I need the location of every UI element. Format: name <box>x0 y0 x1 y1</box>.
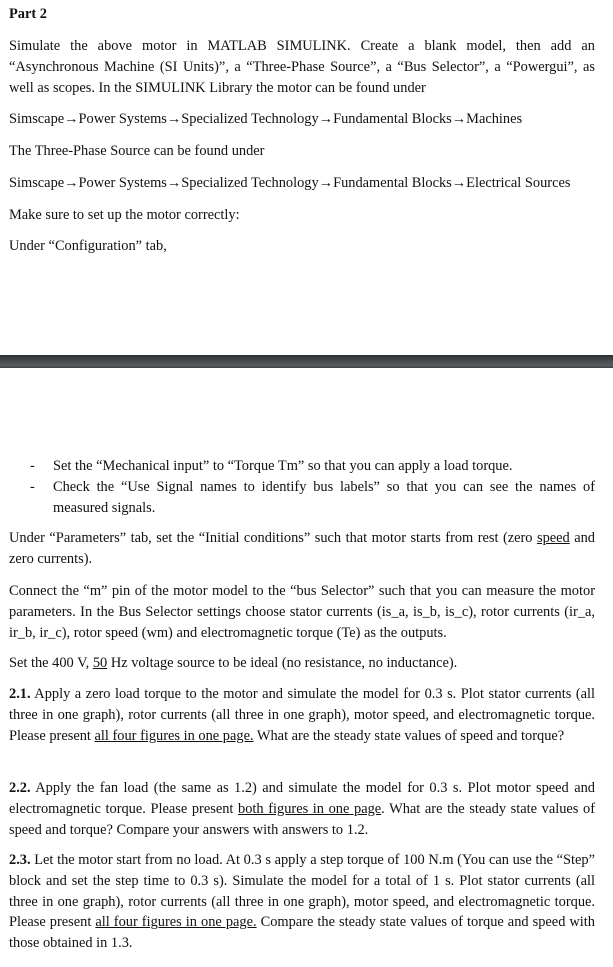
text: Set the 400 V, <box>9 655 93 671</box>
text: and zero currents). <box>9 530 595 567</box>
underlined-text: all four figures in one page. <box>95 914 257 931</box>
text: . What are the steady state values of speed and torque? Compare your answers with answers to 1.2. <box>9 800 595 838</box>
section-title: Part 2 <box>9 6 47 22</box>
underlined-text: 50 <box>92 655 108 671</box>
text: Apply the fan load (the same as 1.2) and simulate the model for 0.3 s. Plot motor speed and electromagnetic torque. Please present <box>9 780 595 817</box>
page-divider <box>0 355 613 368</box>
question-2-1 <box>9 684 595 746</box>
text: Apply a zero load torque to the motor and simulate the model for 0.3 s. Plot stator currents (all three in one graph), rotor currents (all three in one graph), motor speed, and electromagnetic torque. Please present <box>9 686 595 744</box>
question-number: 2.3. <box>9 852 31 868</box>
underlined-text: both figures in one page <box>238 800 382 817</box>
text: Hz voltage source to be ideal (no resistance, no inductance). <box>107 655 458 671</box>
text: Compare the steady state values of torque and speed with those obtained in 1.3. <box>9 914 595 952</box>
bullet-text: Set the “Mechanical input” to “Torque Tm” so that you can apply a load torque. <box>53 458 513 474</box>
question-2-3 <box>9 850 595 954</box>
sources-library-path: Simscape→Power Systems→Specialized Technology→Fundamental Blocks→Electrical Sources <box>9 175 571 191</box>
text: What are the steady state values of speed and torque? <box>253 727 565 744</box>
bullet-dash: - <box>30 458 35 474</box>
source-location-text: The Three-Phase Source can be found under <box>9 143 265 159</box>
voltage-paragraph <box>9 653 595 674</box>
bullet-item <box>30 456 595 477</box>
underlined-text: all four figures in one page. <box>94 727 254 744</box>
machines-library-path: Simscape→Power Systems→Specialized Technology→Fundamental Blocks→Machines <box>9 111 523 127</box>
configuration-tab-text: Under “Configuration” tab, <box>9 238 167 254</box>
question-number: 2.1. <box>9 686 31 702</box>
question-2-2 <box>9 778 595 840</box>
intro-paragraph: Simulate the above motor in MATLAB SIMULINK. Create a blank model, then add an “Asynchronous Machine (SI Units)”, a “Three-Phase Source”, a “Bus Selector”, a “Powergui”, as well as scopes. In the SIMULINK Library the motor can be found under <box>9 38 595 96</box>
question-number: 2.2. <box>9 780 31 796</box>
bullet-text: Check the “Use Signal names to identify bus labels” so that you can see the names of measured signals. <box>53 479 595 516</box>
setup-text: Make sure to set up the motor correctly: <box>9 207 240 223</box>
bullet-dash: - <box>30 479 35 495</box>
bullet-item <box>30 477 595 519</box>
text: Let the motor start from no load. At 0.3 s apply a step torque of 100 N.m (You can use the “Step” block and set the step time to 0.3 s). Simulate the model for a total of 1 s. Plot stator currents (all three in one graph), rotor currents (all three in one graph), motor speed, and electromagnetic torque. Please present <box>9 852 595 931</box>
underlined-text: speed <box>536 530 570 546</box>
connect-paragraph: Connect the “m” pin of the motor model to the “bus Selector” such that you can measure the motor parameters. In the Bus Selector settings choose stator currents (is_a, is_b, is_c), rotor currents (ir_a, ir_b, ir_c), rotor speed (wm) and electromagnetic torque (Te) as the outputs. <box>9 583 595 641</box>
text: Under “Parameters” tab, set the “Initial conditions” such that motor starts from rest (zero <box>9 530 537 546</box>
parameters-paragraph <box>9 528 595 570</box>
